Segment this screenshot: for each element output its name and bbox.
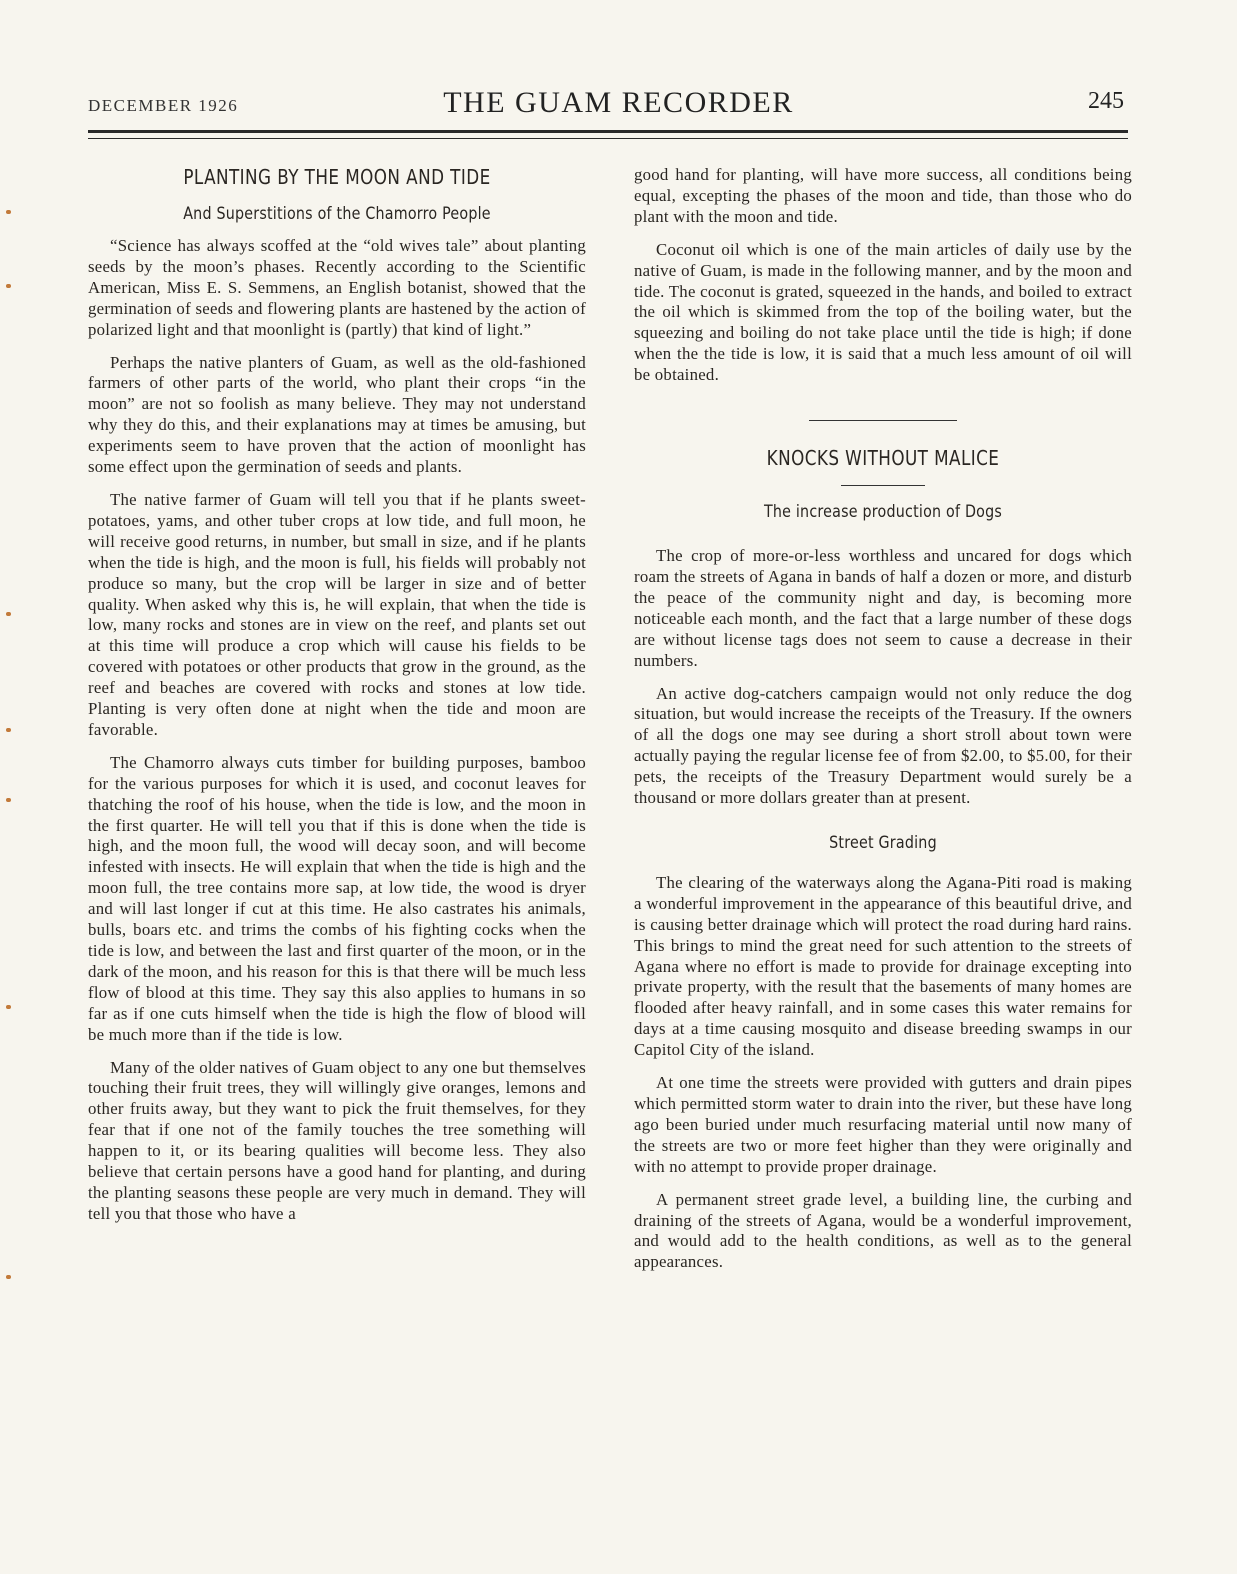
margin-speck (6, 1005, 11, 1009)
publication-title: THE GUAM RECORDER (443, 86, 794, 119)
paragraph: Many of the older natives of Guam object to any one but themselves touching their fruit trees, they will willingly give oranges, lemons and other fruits away, but they want to pick the fruit themselves, for they fear that if one not of the family touches the tree something will happen to it, or its bearing qualities will become less. They also believe that certain persons have a good hand for planting, and during the planting seasons these people are very much in demand. They will tell you that those who have a (88, 1057, 587, 1223)
margin-speck (6, 728, 11, 732)
margin-speck (6, 612, 11, 616)
paragraph: “Science has always scoffed at the “old wives tale” about planting seeds by the moon’s phases. Recently according to the Scientific American, Miss E. S. Semmens, an English botanist, showed that the germination of seeds and flowering plants are hastened by the action of polarized light and that moonlight is (partly) that kind of light.” (88, 236, 586, 339)
paragraph: The Chamorro always cuts timber for building purposes, bamboo for the various purposes for which it is used, and coconut leaves for thatching the roof of his house, when the tide is low, and the moon in the first quarter. He will tell you that if this is done when the tide is high, and the moon full, the wood will decay soon, and will become infested with insects. He will explain that when the tide is high and the moon full, the tree contains more sap, at low tide, the wood is dryer and will last longer if cut at this time. He also castrates his animals, bulls, boars etc. and trims the combs of his fighting cocks when the tide is low, and between the last and first quarter of the moon, or in the dark of the moon, and his reason for this is that there will be much less flow of blood at this time. They say this also applies to humans in so far as if one cuts himself when the tide is high the flow of blood will be much more than if the tide is low. (88, 752, 586, 1044)
margin-speck (6, 284, 11, 288)
paragraph: The crop of more-or-less worthless and uncared for dogs which roam the streets of Agana in bands of half a dozen or more, and disturb the peace of the community night and day, is becoming more noticeable each month, and the fact that a large number of these dogs are without license tags does not seem to cause a decrease in their numbers. (634, 546, 1132, 670)
paragraph: The clearing of the waterways along the Agana-Piti road is making a wonderful improvement in the appearance of this beautiful drive, and is causing better drainage which will protect the road during hard rains. This brings to mind the great need for such attention to the streets of Agana where no effort is made to provide for drainage excepting into private property, with the result that the basements of many homes are flooded after heavy rainfall, and in some cases this water remains for days at a time causing mosquito and disease breeding swamps in our Capitol City of the island. (634, 872, 1132, 1060)
paragraph: An active dog-catchers campaign would not only reduce the dog situation, but would increase the receipts of the Treasury. If the owners of all the dogs one may see during a short stroll about town were actually paying the regular license fee of from $2.00, to $5.00, for their pets, the receipts of the Treasury Department would surely be a thousand or more dollars greater than at present. (634, 683, 1132, 808)
page-number: 245 (1088, 88, 1124, 114)
article-title: PLANTING BY THE MOON AND TIDE (183, 165, 491, 189)
section-heading: The increase production of Dogs (763, 502, 1003, 523)
issue-date: DECEMBER 1926 (88, 96, 239, 115)
header-rule-thick (88, 130, 1128, 133)
paragraph: Coconut oil which is one of the main articles of daily use by the native of Guam, is made in the following manner, and by the moon and tide. The coconut is grated, squeezed in the hands, and boiled to extract the oil which is skimmed from the top of the boiling water, but the squeezing and boiling do not take place until the tide is high; if done when the the tide is low, it is said that a much less amount of oil will be obtained. (634, 239, 1132, 385)
paragraph-continued: good hand for planting, will have more success, all conditions being equal, excepting the phases of the moon and tide, than those who do plant with the moon and tide. (634, 165, 1132, 226)
margin-speck (6, 210, 11, 214)
article-subtitle: And Superstitions of the Chamorro People (183, 204, 491, 224)
article-title: KNOCKS WITHOUT MALICE (766, 446, 1000, 471)
paragraph: At one time the streets were provided with gutters and drain pipes which permitted storm water to drain into the river, but these have long ago been buried under much resurfacing material until now many of the streets are two or more feet higher than they were originally and with no attempt to provide proper drainage. (634, 1073, 1132, 1176)
paragraph: A permanent street grade level, a building line, the curbing and draining of the streets of Agana, would be a wonderful improvement, and would add to the health conditions, as well as to the general appearances. (634, 1189, 1132, 1272)
margin-speck (6, 1275, 11, 1279)
margin-speck (6, 798, 11, 802)
paragraph: Perhaps the native planters of Guam, as well as the old-fashioned farmers of other parts of the world, who plant their crops “in the moon” are not so foolish as many believe. They may not understand why they do this, and their explanations may at times be amusing, but experiments seem to have proven that the action of moonlight has some effect upon the germination of seeds and plants. (88, 352, 586, 477)
left-column (88, 162, 586, 1237)
right-column (634, 165, 1132, 1285)
section-heading: Street Grading (829, 832, 937, 853)
header-rule-thin (88, 138, 1128, 139)
paragraph: The native farmer of Guam will tell you that if he plants sweet-potatoes, yams, and other tuber crops at low tide, and full moon, he will receive good returns, in number, but small in size, and if he plants when the tide is high, and the moon is full, his fields will probably not produce so many, but the crop will be larger in size and of better quality. When asked why this is, he will explain, that when the tide is low, many rocks and stones are in view on the reef, and plants set out at this time will produce a crop which will cause his fields to be covered with potatoes or other products that grow in the ground, as the reef and beaches are covered with rocks and stones at low tide. Planting is very often done at night when the tide and moon are favorable. (88, 489, 586, 739)
